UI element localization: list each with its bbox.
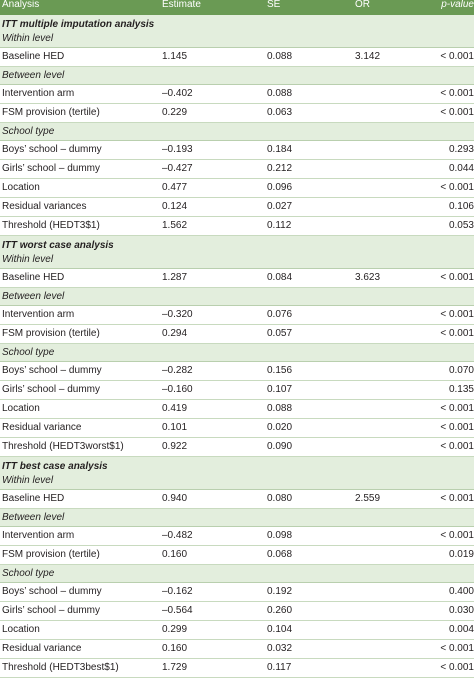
or-cell xyxy=(353,306,433,325)
se-cell: 0.107 xyxy=(265,381,353,400)
table-row xyxy=(0,306,474,325)
header-analysis: Analysis xyxy=(0,0,160,15)
table-body xyxy=(0,15,474,678)
section-title-row xyxy=(0,457,474,473)
p-value-cell: 0.293 xyxy=(433,141,474,160)
or-cell xyxy=(353,198,433,217)
or-cell xyxy=(353,583,433,602)
table-row xyxy=(0,583,474,602)
table-row xyxy=(0,325,474,344)
row-label: FSM provision (tertile) xyxy=(0,104,160,123)
estimate-cell: –0.193 xyxy=(160,141,265,160)
table-row xyxy=(0,160,474,179)
row-label: Intervention arm xyxy=(0,527,160,546)
row-label: FSM provision (tertile) xyxy=(0,325,160,344)
p-value-cell: < 0.001 xyxy=(433,179,474,198)
p-value-cell: < 0.001 xyxy=(433,85,474,104)
table-row xyxy=(0,85,474,104)
estimate-cell: –0.427 xyxy=(160,160,265,179)
p-value-cell: < 0.001 xyxy=(433,104,474,123)
or-cell xyxy=(353,400,433,419)
row-label: Girls’ school – dummy xyxy=(0,381,160,400)
within-level-label: Within level xyxy=(0,251,474,269)
header-p-value: p-value xyxy=(433,0,474,15)
se-cell: 0.192 xyxy=(265,583,353,602)
table-row xyxy=(0,362,474,381)
header-estimate: Estimate xyxy=(160,0,265,15)
row-label: Baseline HED xyxy=(0,48,160,67)
table-row xyxy=(0,640,474,659)
p-value-cell: < 0.001 xyxy=(433,306,474,325)
p-value-cell: 0.400 xyxy=(433,583,474,602)
p-value-cell: < 0.001 xyxy=(433,438,474,457)
se-cell: 0.027 xyxy=(265,198,353,217)
estimate-cell: 0.160 xyxy=(160,546,265,565)
table-row xyxy=(0,419,474,438)
table-row xyxy=(0,48,474,67)
p-value-cell: 0.070 xyxy=(433,362,474,381)
row-label: Residual variance xyxy=(0,640,160,659)
estimate-cell: 0.101 xyxy=(160,419,265,438)
or-cell xyxy=(353,381,433,400)
se-cell: 0.212 xyxy=(265,160,353,179)
row-label: Girls’ school – dummy xyxy=(0,160,160,179)
row-label: Baseline HED xyxy=(0,490,160,509)
p-value-cell: < 0.001 xyxy=(433,419,474,438)
estimate-cell: 1.729 xyxy=(160,659,265,678)
or-cell xyxy=(353,179,433,198)
p-value-cell: 0.019 xyxy=(433,546,474,565)
estimate-cell: 0.419 xyxy=(160,400,265,419)
table-header-row xyxy=(0,0,474,15)
or-cell xyxy=(353,325,433,344)
estimate-cell: –0.564 xyxy=(160,602,265,621)
or-cell xyxy=(353,527,433,546)
table-row xyxy=(0,602,474,621)
se-cell: 0.020 xyxy=(265,419,353,438)
p-value-cell: < 0.001 xyxy=(433,527,474,546)
se-cell: 0.156 xyxy=(265,362,353,381)
estimate-cell: 0.922 xyxy=(160,438,265,457)
or-cell xyxy=(353,640,433,659)
row-label: Threshold (HEDT3best$1) xyxy=(0,659,160,678)
estimate-cell: 0.124 xyxy=(160,198,265,217)
or-cell xyxy=(353,546,433,565)
se-cell: 0.088 xyxy=(265,85,353,104)
se-cell: 0.084 xyxy=(265,269,353,288)
estimate-cell: 0.299 xyxy=(160,621,265,640)
section-title: ITT best case analysis xyxy=(0,457,474,473)
between-level-label: Between level xyxy=(0,67,474,85)
school-type-label: School type xyxy=(0,123,474,141)
se-cell: 0.088 xyxy=(265,48,353,67)
se-cell: 0.080 xyxy=(265,490,353,509)
table-row xyxy=(0,527,474,546)
row-label: Threshold (HEDT3worst$1) xyxy=(0,438,160,457)
estimate-cell: –0.282 xyxy=(160,362,265,381)
row-label: Location xyxy=(0,179,160,198)
se-cell: 0.096 xyxy=(265,179,353,198)
or-cell xyxy=(353,621,433,640)
estimate-cell: 1.145 xyxy=(160,48,265,67)
estimate-cell: 1.287 xyxy=(160,269,265,288)
p-value-cell: < 0.001 xyxy=(433,400,474,419)
within-level-label: Within level xyxy=(0,472,474,490)
row-label: Girls’ school – dummy xyxy=(0,602,160,621)
p-value-cell: < 0.001 xyxy=(433,659,474,678)
school-type-label: School type xyxy=(0,344,474,362)
estimate-cell: 0.229 xyxy=(160,104,265,123)
or-cell xyxy=(353,602,433,621)
table-row xyxy=(0,381,474,400)
or-cell xyxy=(353,160,433,179)
header-or: OR xyxy=(353,0,433,15)
estimate-cell: 0.477 xyxy=(160,179,265,198)
row-label: Residual variances xyxy=(0,198,160,217)
within-level-label-row xyxy=(0,30,474,48)
se-cell: 0.088 xyxy=(265,400,353,419)
section-title-row xyxy=(0,15,474,30)
school-type-label-row xyxy=(0,565,474,583)
table-row xyxy=(0,217,474,236)
se-cell: 0.063 xyxy=(265,104,353,123)
school-type-label: School type xyxy=(0,565,474,583)
between-level-label-row xyxy=(0,509,474,527)
estimate-cell: –0.482 xyxy=(160,527,265,546)
or-cell: 3.142 xyxy=(353,48,433,67)
p-value-cell: 0.004 xyxy=(433,621,474,640)
between-level-label: Between level xyxy=(0,509,474,527)
or-cell xyxy=(353,141,433,160)
row-label: FSM provision (tertile) xyxy=(0,546,160,565)
se-cell: 0.090 xyxy=(265,438,353,457)
se-cell: 0.076 xyxy=(265,306,353,325)
estimate-cell: –0.320 xyxy=(160,306,265,325)
p-value-cell: 0.106 xyxy=(433,198,474,217)
row-label: Boys’ school – dummy xyxy=(0,583,160,602)
p-value-cell: < 0.001 xyxy=(433,48,474,67)
header-se: SE xyxy=(265,0,353,15)
row-label: Threshold (HEDT3$1) xyxy=(0,217,160,236)
estimate-cell: 0.160 xyxy=(160,640,265,659)
se-cell: 0.098 xyxy=(265,527,353,546)
p-value-cell: < 0.001 xyxy=(433,640,474,659)
se-cell: 0.104 xyxy=(265,621,353,640)
estimate-cell: –0.402 xyxy=(160,85,265,104)
row-label: Baseline HED xyxy=(0,269,160,288)
section-title: ITT worst case analysis xyxy=(0,236,474,252)
or-cell xyxy=(353,362,433,381)
school-type-label-row xyxy=(0,344,474,362)
within-level-label-row xyxy=(0,472,474,490)
section-title-row xyxy=(0,236,474,252)
between-level-label-row xyxy=(0,67,474,85)
or-cell xyxy=(353,85,433,104)
table-row xyxy=(0,621,474,640)
estimate-cell: –0.160 xyxy=(160,381,265,400)
p-value-cell: < 0.001 xyxy=(433,269,474,288)
p-value-cell: 0.044 xyxy=(433,160,474,179)
p-value-cell: < 0.001 xyxy=(433,490,474,509)
table-row xyxy=(0,400,474,419)
se-cell: 0.057 xyxy=(265,325,353,344)
estimate-cell: –0.162 xyxy=(160,583,265,602)
between-level-label-row xyxy=(0,288,474,306)
within-level-label-row xyxy=(0,251,474,269)
table-row xyxy=(0,198,474,217)
table-row xyxy=(0,104,474,123)
p-value-cell: 0.030 xyxy=(433,602,474,621)
table-row xyxy=(0,490,474,509)
se-cell: 0.068 xyxy=(265,546,353,565)
p-value-cell: 0.053 xyxy=(433,217,474,236)
se-cell: 0.112 xyxy=(265,217,353,236)
se-cell: 0.117 xyxy=(265,659,353,678)
p-value-cell: 0.135 xyxy=(433,381,474,400)
or-cell xyxy=(353,104,433,123)
se-cell: 0.184 xyxy=(265,141,353,160)
or-cell xyxy=(353,217,433,236)
table-row xyxy=(0,141,474,160)
section-title: ITT multiple imputation analysis xyxy=(0,15,474,30)
row-label: Location xyxy=(0,400,160,419)
or-cell xyxy=(353,438,433,457)
estimate-cell: 0.294 xyxy=(160,325,265,344)
row-label: Location xyxy=(0,621,160,640)
table-row xyxy=(0,546,474,565)
within-level-label: Within level xyxy=(0,30,474,48)
table-row xyxy=(0,179,474,198)
or-cell xyxy=(353,659,433,678)
row-label: Intervention arm xyxy=(0,85,160,104)
table-row xyxy=(0,438,474,457)
school-type-label-row xyxy=(0,123,474,141)
p-value-cell: < 0.001 xyxy=(433,325,474,344)
or-cell: 2.559 xyxy=(353,490,433,509)
row-label: Intervention arm xyxy=(0,306,160,325)
between-level-label: Between level xyxy=(0,288,474,306)
se-cell: 0.032 xyxy=(265,640,353,659)
table-row xyxy=(0,659,474,678)
se-cell: 0.260 xyxy=(265,602,353,621)
or-cell: 3.623 xyxy=(353,269,433,288)
or-cell xyxy=(353,419,433,438)
table-row xyxy=(0,269,474,288)
estimate-cell: 1.562 xyxy=(160,217,265,236)
row-label: Residual variance xyxy=(0,419,160,438)
estimate-cell: 0.940 xyxy=(160,490,265,509)
row-label: Boys’ school – dummy xyxy=(0,362,160,381)
row-label: Boys’ school – dummy xyxy=(0,141,160,160)
